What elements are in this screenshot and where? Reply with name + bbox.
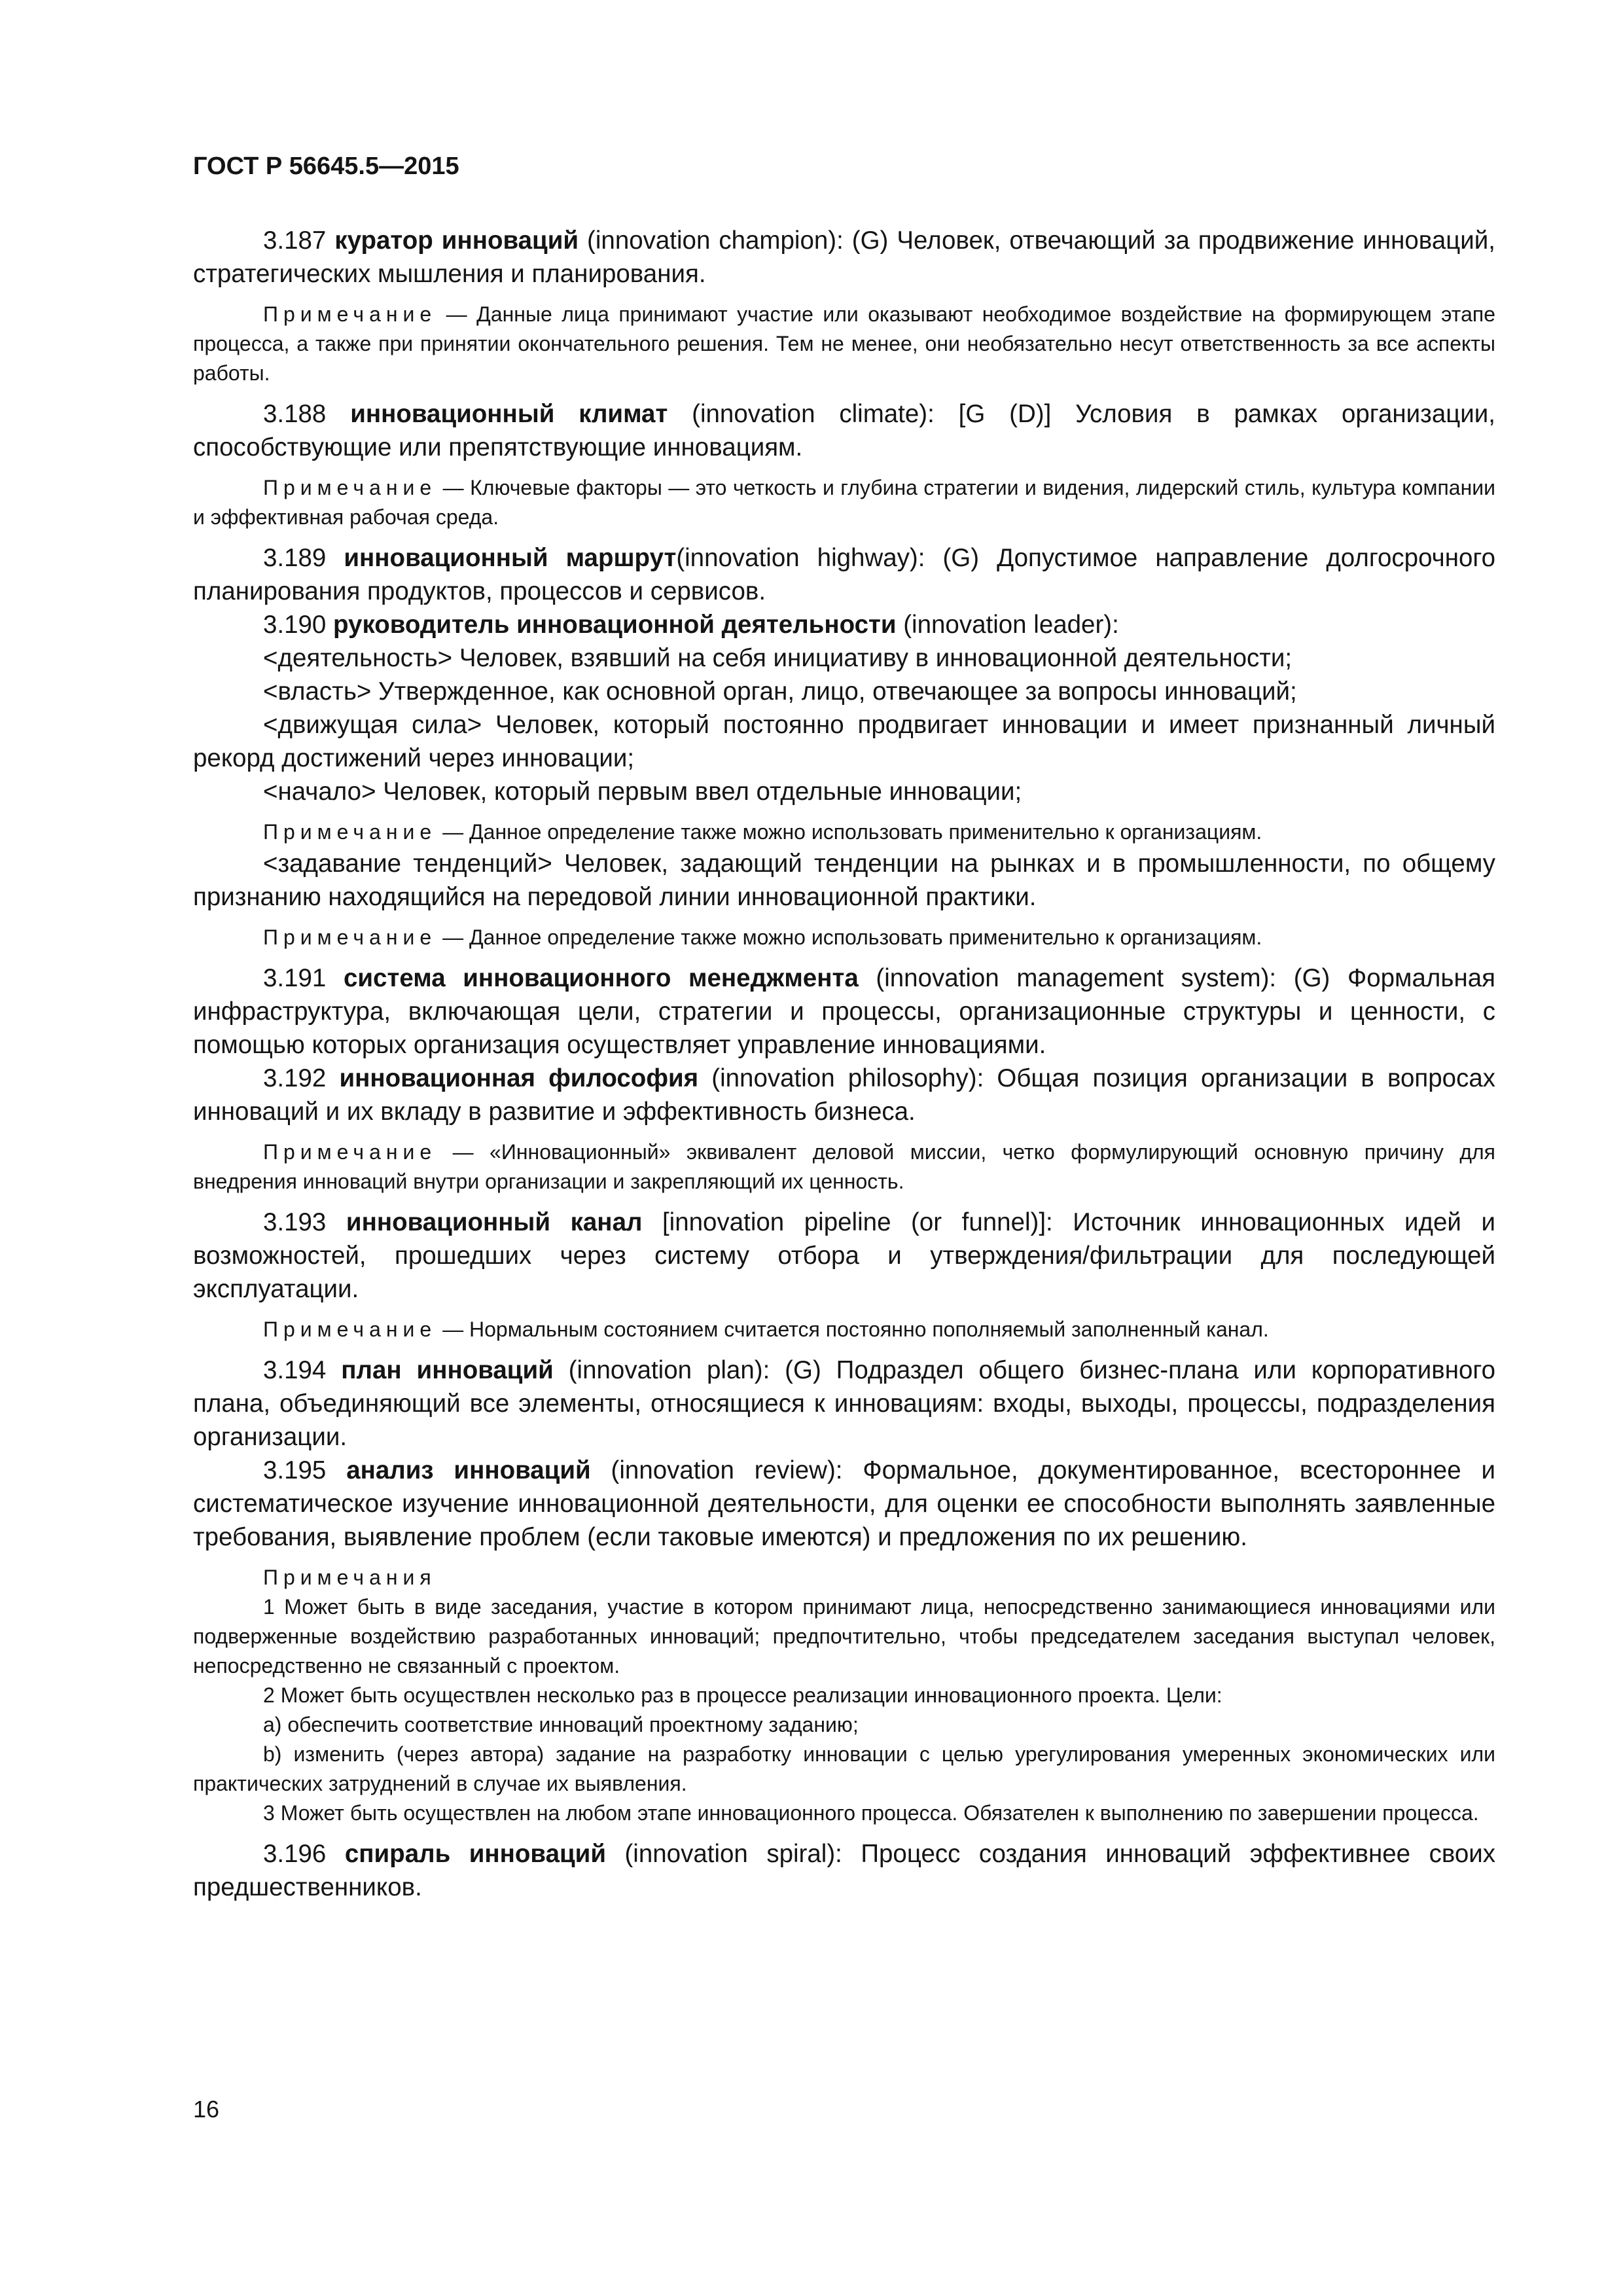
term-number: 3.193: [263, 1208, 346, 1236]
page-number: 16: [193, 2096, 220, 2123]
term-title: руководитель инновационной деятельности: [333, 611, 897, 639]
term-definition: [innovation pipeline (or funnel)]: Источник инновационных идей и возможностей, прошедших через систему отбора и утверждения/фильтрации для последующей эксплуатации.: [193, 1208, 1495, 1303]
term-3-195: [193, 1454, 1495, 1554]
term-number: 3.188: [263, 400, 351, 428]
note-3-195-2: 2 Может быть осуществлен несколько раз в процессе реализации инновационного проекта. Цели:: [263, 1683, 1222, 1707]
term-number: 3.196: [263, 1840, 345, 1868]
term-3-188: [193, 397, 1495, 464]
term-3-191: [193, 961, 1495, 1062]
term-number: 3.189: [263, 544, 344, 572]
note-3-195-1: 1 Может быть в виде заседания, участие в котором принимают лица, непосредственно занимающиеся инновациями или подверженные воздействию разработанных инноваций; предпочтительно, чтобы председателем заседания выступал человек, непосредственно не связанный с проектом.: [193, 1595, 1495, 1677]
note-3-195-2a: а) обеспечить соответствие инноваций проектному заданию;: [263, 1713, 859, 1736]
note-label: Примечание: [263, 476, 437, 499]
note-label: Примечание: [263, 1140, 437, 1164]
note-3-187: [193, 300, 1495, 388]
term-3-193: [193, 1206, 1495, 1306]
note-3-190-b: [193, 923, 1495, 952]
term-title: инновационный климат: [350, 400, 668, 428]
term-3-187: [193, 224, 1495, 291]
term-number: 3.191: [263, 964, 344, 992]
term-definition: (innovation spiral): Процесс создания инноваций эффективнее своих предшественников.: [193, 1840, 1496, 1901]
note-label: Примечание: [263, 302, 437, 326]
term-3-190-sense-1: <деятельность> Человек, взявший на себя инициативу в инновационной деятельности;: [263, 644, 1293, 672]
note-text: — Данные лица принимают участие или оказывают необходимое воздействие на формирующем этапе процесса, а также при принятии окончательного решения. Тем не менее, они необязательно несут ответственность за все аспекты работы.: [193, 302, 1495, 385]
note-label: Примечание: [263, 925, 437, 949]
note-text: — «Инновационный» эквивалент деловой миссии, четко формулирующий основную причину для внедрения инноваций внутри организации и закрепляющий их ценность.: [193, 1140, 1495, 1193]
notes-heading-3-195: [193, 1563, 1495, 1592]
note-text: — Нормальным состоянием считается постоянно пополняемый заполненный канал.: [437, 1318, 1269, 1341]
term-number: 3.187: [263, 226, 335, 255]
term-title: анализ инноваций: [346, 1456, 591, 1484]
term-number: 3.194: [263, 1356, 342, 1384]
term-3-196: [193, 1837, 1495, 1904]
term-3-190-sense-3: <движущая сила> Человек, который постоянно продвигает инновации и имеет признанный личный рекорд достижений через инновации;: [193, 711, 1495, 772]
document-body: [193, 224, 1495, 1904]
note-text: — Данное определение также можно использовать применительно к организациям.: [437, 820, 1262, 844]
note-3-195-2b: b) изменить (через автора) задание на разработку инновации с целью урегулирования умеренных экономических или практических затруднений в случае их выявления.: [193, 1742, 1495, 1795]
term-title: инновационный маршрут: [344, 544, 677, 572]
term-3-192: [193, 1062, 1495, 1128]
term-definition: (innovation highway): (G) Допустимое направление долгосрочного планирования продуктов, процессов и сервисов.: [193, 544, 1496, 605]
term-definition: (innovation review): Формальное, документированное, всестороннее и систематическое изучение инновационной деятельности, для оценки ее способности выполнять заявленные требования, выявление проблем (если таковые имеются) и предложения по их решению.: [193, 1456, 1495, 1551]
note-3-190-a: [193, 817, 1495, 847]
term-title: план инноваций: [341, 1356, 554, 1384]
term-definition: (innovation philosophy): Общая позиция организации в вопросах инноваций и их вкладу в развитие и эффективность бизнеса.: [193, 1064, 1496, 1126]
term-title: спираль инноваций: [344, 1840, 606, 1868]
term-title: система инновационного менеджмента: [343, 964, 859, 992]
term-3-190-sense-4: <начало> Человек, который первым ввел отдельные инновации;: [263, 778, 1022, 806]
term-title: инновационный канал: [346, 1208, 643, 1236]
document-header: ГОСТ Р 56645.5—2015: [193, 152, 459, 180]
notes-label: Примечания: [263, 1566, 437, 1589]
term-number: 3.192: [263, 1064, 340, 1092]
term-definition: (innovation leader):: [896, 611, 1119, 639]
term-title: инновационная философия: [339, 1064, 699, 1092]
note-text: — Данное определение также можно использовать применительно к организациям.: [437, 925, 1262, 949]
term-3-194: [193, 1354, 1495, 1454]
note-3-193: [193, 1315, 1495, 1344]
term-3-190-sense-5: <задавание тенденций> Человек, задающий тенденции на рынках и в промышленности, по общему признанию находящийся на передовой линии инновационной практики.: [193, 850, 1495, 911]
term-3-190: [193, 608, 1495, 641]
term-definition: (innovation champion): (G) Человек, отвечающий за продвижение инноваций, стратегических мышления и планирования.: [193, 226, 1495, 288]
note-3-195-3: 3 Может быть осуществлен на любом этапе инновационного процесса. Обязателен к выполнению по завершении процесса.: [263, 1801, 1479, 1825]
term-definition: (innovation management system): (G) Формальная инфраструктура, включающая цели, стратегии и процессы, организационные структуры и ценности, с помощью которых организация осуществляет управление инновациями.: [193, 964, 1495, 1059]
term-number: 3.195: [263, 1456, 347, 1484]
term-definition: (innovation climate): [G (D)] Условия в рамках организации, способствующие или препятствующие инновациям.: [193, 400, 1495, 461]
note-3-192: [193, 1138, 1495, 1196]
term-3-190-sense-2: <власть> Утвержденное, как основной орган, лицо, отвечающее за вопросы инноваций;: [263, 677, 1297, 706]
note-text: — Ключевые факторы — это четкость и глубина стратегии и видения, лидерский стиль, культура компании и эффективная рабочая среда.: [193, 476, 1495, 529]
note-label: Примечание: [263, 1318, 437, 1341]
term-definition: (innovation plan): (G) Подраздел общего бизнес-плана или корпоративного плана, объединяющий все элементы, относящиеся к инновациям: входы, выходы, процессы, подразделения организации.: [193, 1356, 1496, 1451]
note-3-188: [193, 473, 1495, 532]
term-3-189: [193, 541, 1495, 608]
note-label: Примечание: [263, 820, 437, 844]
term-number: 3.190: [263, 611, 334, 639]
term-title: куратор инноваций: [334, 226, 579, 255]
